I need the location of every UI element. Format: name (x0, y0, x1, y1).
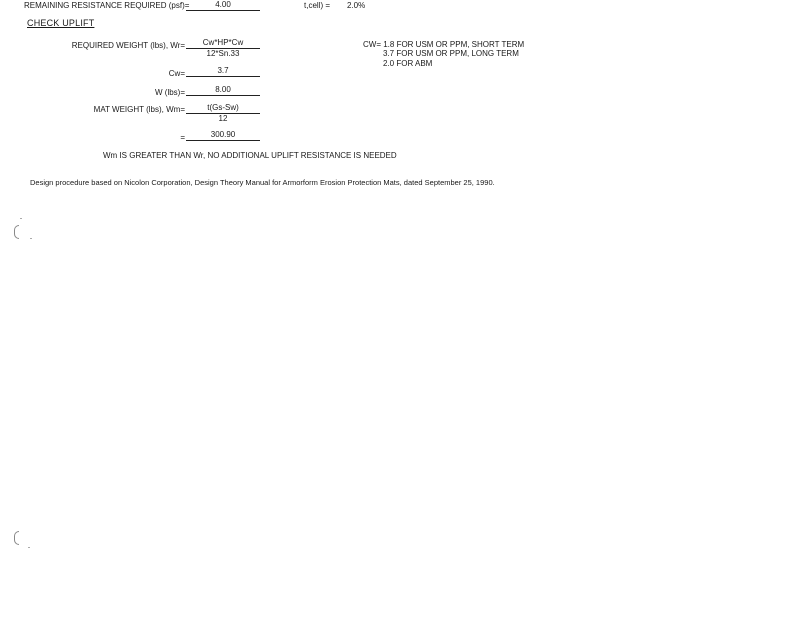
cw-note-line-1: CW= 1.8 FOR USM OR PPM, SHORT TERM (363, 40, 525, 49)
remaining-resistance-label: REMAINING RESISTANCE REQUIRED (psf)= (24, 1, 190, 10)
scan-mark (14, 531, 19, 545)
design-footnote: Design procedure based on Nicolon Corporation, Design Theory Manual for Armorform Erosion Protection Mats, dated September 25, 1990. (30, 178, 495, 187)
scan-mark (14, 225, 19, 239)
required-weight-numerator: Cw*HP*Cw (186, 38, 260, 49)
check-uplift-title: CHECK UPLIFT (27, 18, 95, 28)
remaining-resistance-value: 4.00 (186, 0, 260, 11)
scan-speck (20, 218, 22, 219)
cw-note-line-2: 3.7 FOR USM OR PPM, LONG TERM (383, 49, 519, 58)
cell-value: 2.0% (347, 1, 366, 10)
cw-value: 3.7 (186, 66, 260, 77)
w-value: 8.00 (186, 85, 260, 96)
cell-label: t,cell) = (304, 1, 331, 10)
required-weight-label: REQUIRED WEIGHT (lbs), Wr= (71, 41, 185, 50)
result-label: = (180, 133, 185, 142)
mat-weight-label: MAT WEIGHT (lbs), Wm= (93, 105, 185, 114)
w-label: W (lbs)= (155, 88, 185, 97)
scan-speck (30, 238, 32, 239)
mat-weight-numerator: t(Gs-Sw) (186, 103, 260, 114)
uplift-conclusion: Wm IS GREATER THAN Wr, NO ADDITIONAL UPLIFT RESISTANCE IS NEEDED (103, 151, 397, 160)
result-value: 300.90 (186, 130, 260, 141)
required-weight-denominator: 12*Sn.33 (206, 49, 240, 58)
cw-label: Cw= (168, 69, 185, 78)
mat-weight-denominator: 12 (218, 114, 228, 123)
cw-note-line-3: 2.0 FOR ABM (383, 59, 433, 68)
scan-speck (28, 547, 30, 548)
